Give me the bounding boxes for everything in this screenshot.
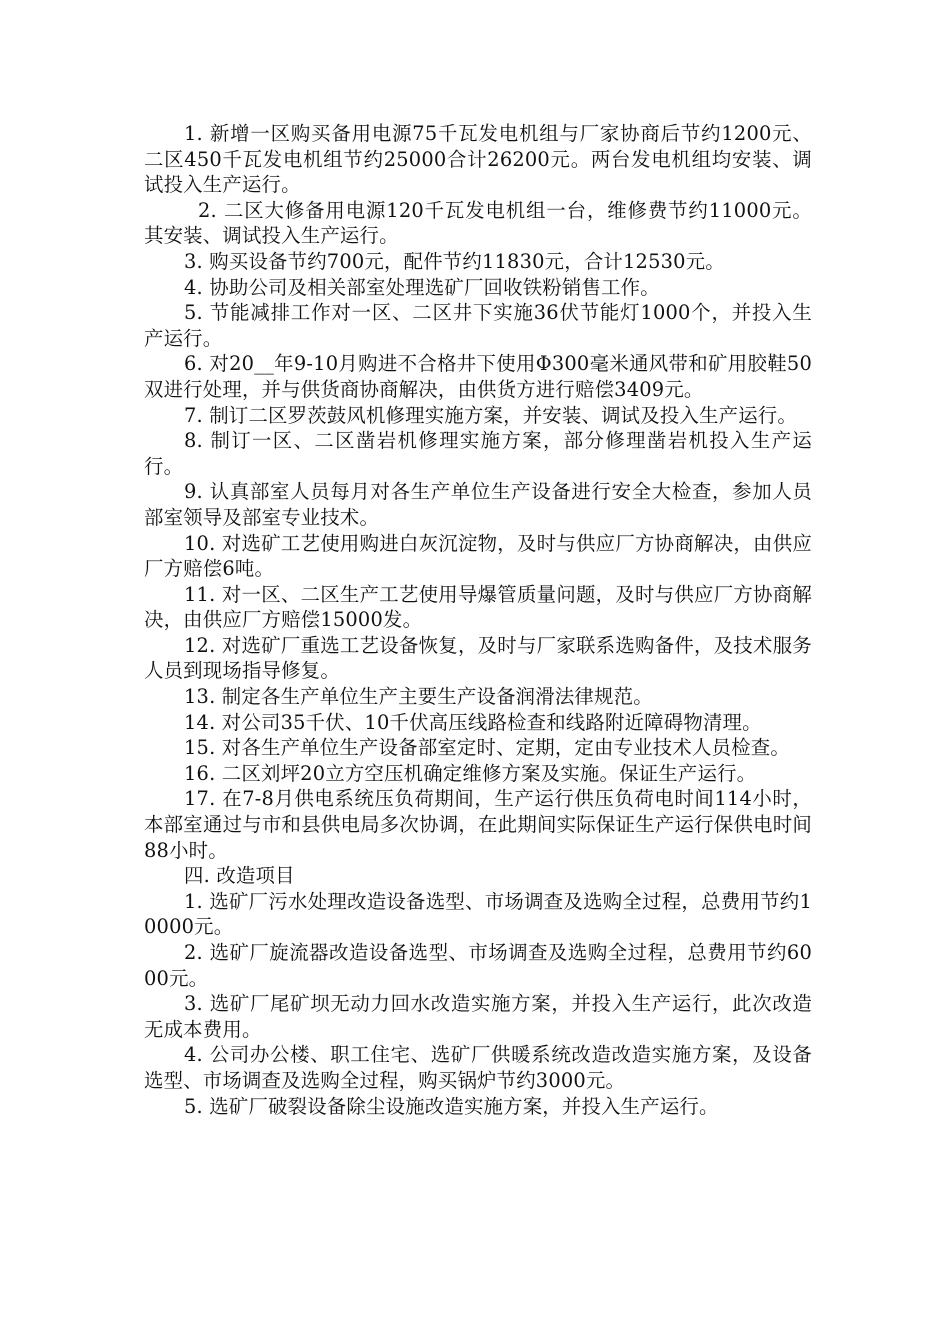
renovation-item-2: 2. 选矿厂旋流器改造设备选型、市场调查及选购全过程，总费用节约6000元。 [144, 941, 812, 990]
renovation-item-1: 1. 选矿厂污水处理改造设备选型、市场调查及选购全过程，总费用节约10000元。 [144, 889, 812, 939]
paragraph-item-9: 9. 认真部室人员每月对各生产单位生产设备进行安全大检查，参加人员部室领导及部室专业技术。 [144, 480, 812, 529]
renovation-item-5: 5. 选矿厂破裂设备除尘设施改造实施方案，并投入生产运行。 [184, 1094, 719, 1118]
paragraph-item-1: 1. 新增一区购买备用电源75千瓦发电机组与厂家协商后节约1200元、二区450千瓦发电机组节约25000合计26200元。两台发电机组均安装、调试投入生产运行。 [144, 122, 812, 197]
paragraph-item-11: 11. 对一区、二区生产工艺使用导爆管质量问题，及时与供应厂方协商解决，由供应厂方赔偿15000发。 [144, 582, 812, 632]
paragraph-item-14: 14. 对公司35千伏、10千伏高压线路检查和线路附近障碍物清理。 [184, 710, 762, 734]
document-body [144, 121, 812, 1119]
paragraph-item-12: 12. 对选矿厂重选工艺设备恢复，及时与厂家联系选购备件，及技术服务人员到现场指导修复。 [144, 633, 812, 683]
paragraph-item-13: 13. 制定各生产单位生产主要生产设备润滑法律规范。 [184, 685, 653, 709]
paragraph-item-8: 8. 制订一区、二区凿岩机修理实施方案，部分修理凿岩机投入生产运行。 [144, 429, 812, 478]
paragraph-item-5: 5. 节能减排工作对一区、二区井下实施36伏节能灯1000个，并投入生产运行。 [144, 301, 812, 350]
renovation-item-3: 3. 选矿厂尾矿坝无动力回水改造实施方案，并投入生产运行，此次改造无成本费用。 [144, 992, 812, 1041]
renovation-item-4: 4. 公司办公楼、职工住宅、选矿厂供暖系统改造改造实施方案，及设备选型、市场调查及选购全过程，购买锅炉节约3000元。 [144, 1043, 812, 1092]
paragraph-item-4: 4. 协助公司及相关部室处理选矿厂回收铁粉销售工作。 [184, 275, 660, 299]
paragraph-item-17: 17. 在7-8月供电系统压负荷期间，生产运行供压负荷电时间114小时，本部室通过与市和县供电局多次协调，在此期间实际保证生产运行保供电时间88小时。 [144, 787, 812, 862]
paragraph-item-7: 7. 制订二区罗茨鼓风机修理实施方案，并安装、调试及投入生产运行。 [184, 403, 797, 427]
paragraph-item-15: 15. 对各生产单位生产设备部室定时、定期，定由专业技术人员检查。 [184, 736, 790, 760]
paragraph-item-10: 10. 对选矿工艺使用购进白灰沉淀物，及时与供应厂方协商解决，由供应厂方赔偿6吨。 [144, 531, 812, 581]
section-heading-renovation-projects: 四. 改造项目 [184, 864, 295, 888]
paragraph-item-3: 3. 购买设备节约700元，配件节约11830元，合计12530元。 [184, 249, 725, 273]
paragraph-item-2: 2. 二区大修备用电源120千瓦发电机组一台，维修费节约11000元。其安装、调试投入生产运行。 [144, 198, 812, 248]
paragraph-item-16: 16. 二区刘坪20立方空压机确定维修方案及实施。保证生产运行。 [184, 761, 757, 785]
paragraph-item-6: 6. 对20__年9-10月购进不合格井下使用Φ300毫米通风带和矿用胶鞋50双进行处理，并与供货商协商解决，由供货方进行赔偿3409元。 [144, 352, 812, 401]
